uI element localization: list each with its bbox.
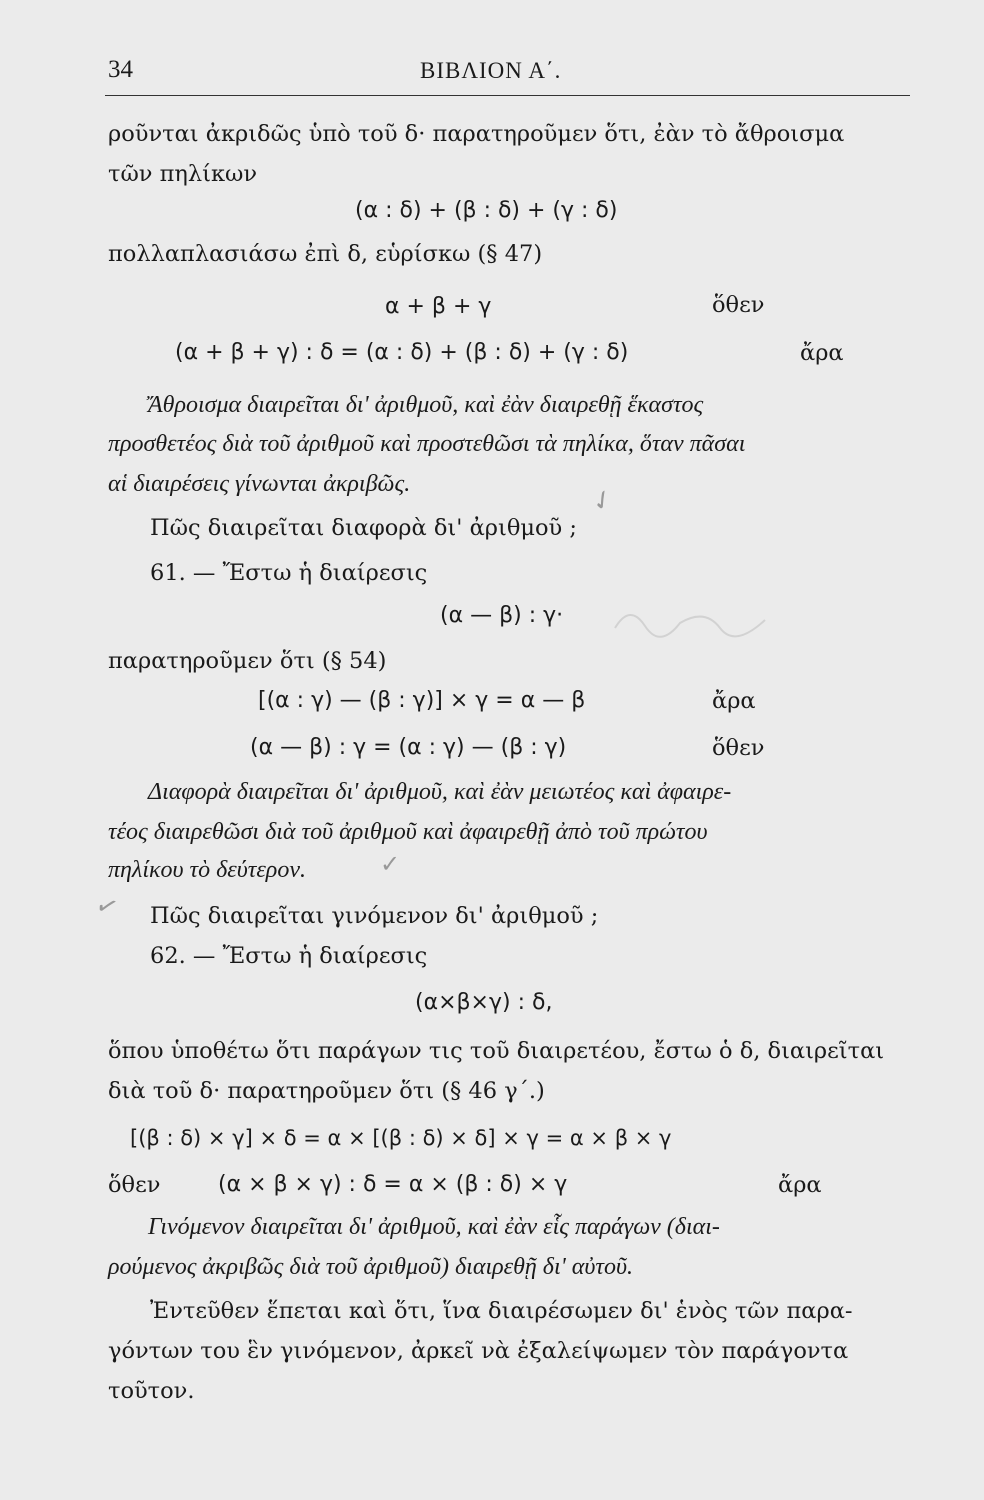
text-line: ροῦνται ἀκριδῶς ὑπὸ τοῦ δ· παρατηροῦμεν ὅτι, ἐὰν τὸ ἄθροισμα <box>108 121 845 147</box>
text-line: γόντων του ἓν γινόμενον, ἀρκεῖ νὰ ἐξαλείψωμεν τὸν παράγοντα <box>108 1338 849 1364</box>
italic-theorem-line: Διαφορὰ διαιρεῖται δι' ἀριθμοῦ, καὶ ἐὰν μειωτέος καὶ ἀφαιρε- <box>148 779 732 805</box>
formula-line: (α — β) : γ = (α : γ) — (β : γ) <box>250 735 567 760</box>
bleed-through-scribble <box>610 598 770 655</box>
connective-word: ἄρα <box>778 1172 822 1198</box>
formula-line: (α × β × γ) : δ = α × (β : δ) × γ <box>218 1172 568 1197</box>
text-line: τοῦτον. <box>108 1378 195 1404</box>
connective-word: ἄρα <box>800 340 844 366</box>
formula-line: α + β + γ <box>385 294 492 319</box>
section-heading: 61. — Ἔστω ἡ διαίρεσις <box>150 560 428 586</box>
text-line: πολλαπλασιάσω ἐπὶ δ, εὑρίσκω (§ 47) <box>108 241 543 267</box>
connective-word: ὅθεν <box>712 735 765 761</box>
italic-theorem-line: τέος διαιρεθῶσι διὰ τοῦ ἀριθμοῦ καὶ ἀφαιρεθῇ ἀπὸ τοῦ πρώτου <box>108 819 708 845</box>
text-line: τῶν πηλίκων <box>108 161 258 187</box>
text-line: Ἐντεῦθεν ἕπεται καὶ ὅτι, ἵνα διαιρέσωμεν δι' ἑνὸς τῶν παρα- <box>150 1298 853 1324</box>
formula-line: (α — β) : γ· <box>440 603 564 628</box>
italic-theorem-line: Ἄθροισμα διαιρεῖται δι' ἀριθμοῦ, καὶ ἐὰν διαιρεθῇ ἕκαστος <box>148 392 704 418</box>
italic-theorem-line: ρούμενος ἀκριβῶς διὰ τοῦ ἀριθμοῦ) διαιρεθῇ δι' αὐτοῦ. <box>108 1254 633 1280</box>
formula-line: (α + β + γ) : δ = (α : δ) + (β : δ) + (γ : δ) <box>175 340 629 365</box>
text-line: παρατηροῦμεν ὅτι (§ 54) <box>108 648 387 674</box>
question-line: Πῶς διαιρεῖται διαφορὰ δι' ἀριθμοῦ ; <box>150 515 577 541</box>
text-line: ὅπου ὑποθέτω ὅτι παράγων τις τοῦ διαιρετέου, ἔστω ὁ δ, διαιρεῖται <box>108 1038 885 1064</box>
italic-theorem-line: Γινόμενον διαιρεῖται δι' ἀριθμοῦ, καὶ ἐὰν εἷς παράγων (διαι- <box>148 1214 720 1240</box>
italic-theorem-line: προσθετέος διὰ τοῦ ἀριθμοῦ καὶ προστεθῶσι τὰ πηλίκα, ὅταν πᾶσαι <box>108 431 746 457</box>
connective-word: ἄρα <box>712 688 756 714</box>
formula-line: [(β : δ) × γ] × δ = α × [(β : δ) × δ] × γ = α × β × γ <box>130 1126 672 1150</box>
connective-word: ὅθεν <box>108 1172 161 1198</box>
text-line: διὰ τοῦ δ· παρατηροῦμεν ὅτι (§ 46 γ΄.) <box>108 1078 545 1104</box>
pencil-checkmark-icon: ✓ <box>585 482 620 520</box>
formula-line: (α×β×γ) : δ, <box>415 990 553 1015</box>
formula-line: [(α : γ) — (β : γ)] × γ = α — β <box>258 688 586 713</box>
page-number: 34 <box>108 56 133 83</box>
running-header-title: ΒΙΒΛΙΟΝ Α΄. <box>420 58 562 83</box>
italic-theorem-line: πηλίκου τὸ δεύτερον. <box>108 857 306 883</box>
header-rule <box>105 95 910 96</box>
question-line: Πῶς διαιρεῖται γινόμενον δι' ἀριθμοῦ ; <box>150 903 599 929</box>
italic-theorem-line: αἱ διαιρέσεις γίνωνται ἀκριβῶς. <box>108 471 411 497</box>
pencil-checkmark-icon: ✓ <box>91 889 123 925</box>
connective-word: ὅθεν <box>712 292 765 318</box>
pencil-checkmark-icon: ✓ <box>380 850 401 878</box>
formula-line: (α : δ) + (β : δ) + (γ : δ) <box>355 198 618 223</box>
section-heading: 62. — Ἔστω ἡ διαίρεσις <box>150 943 428 969</box>
